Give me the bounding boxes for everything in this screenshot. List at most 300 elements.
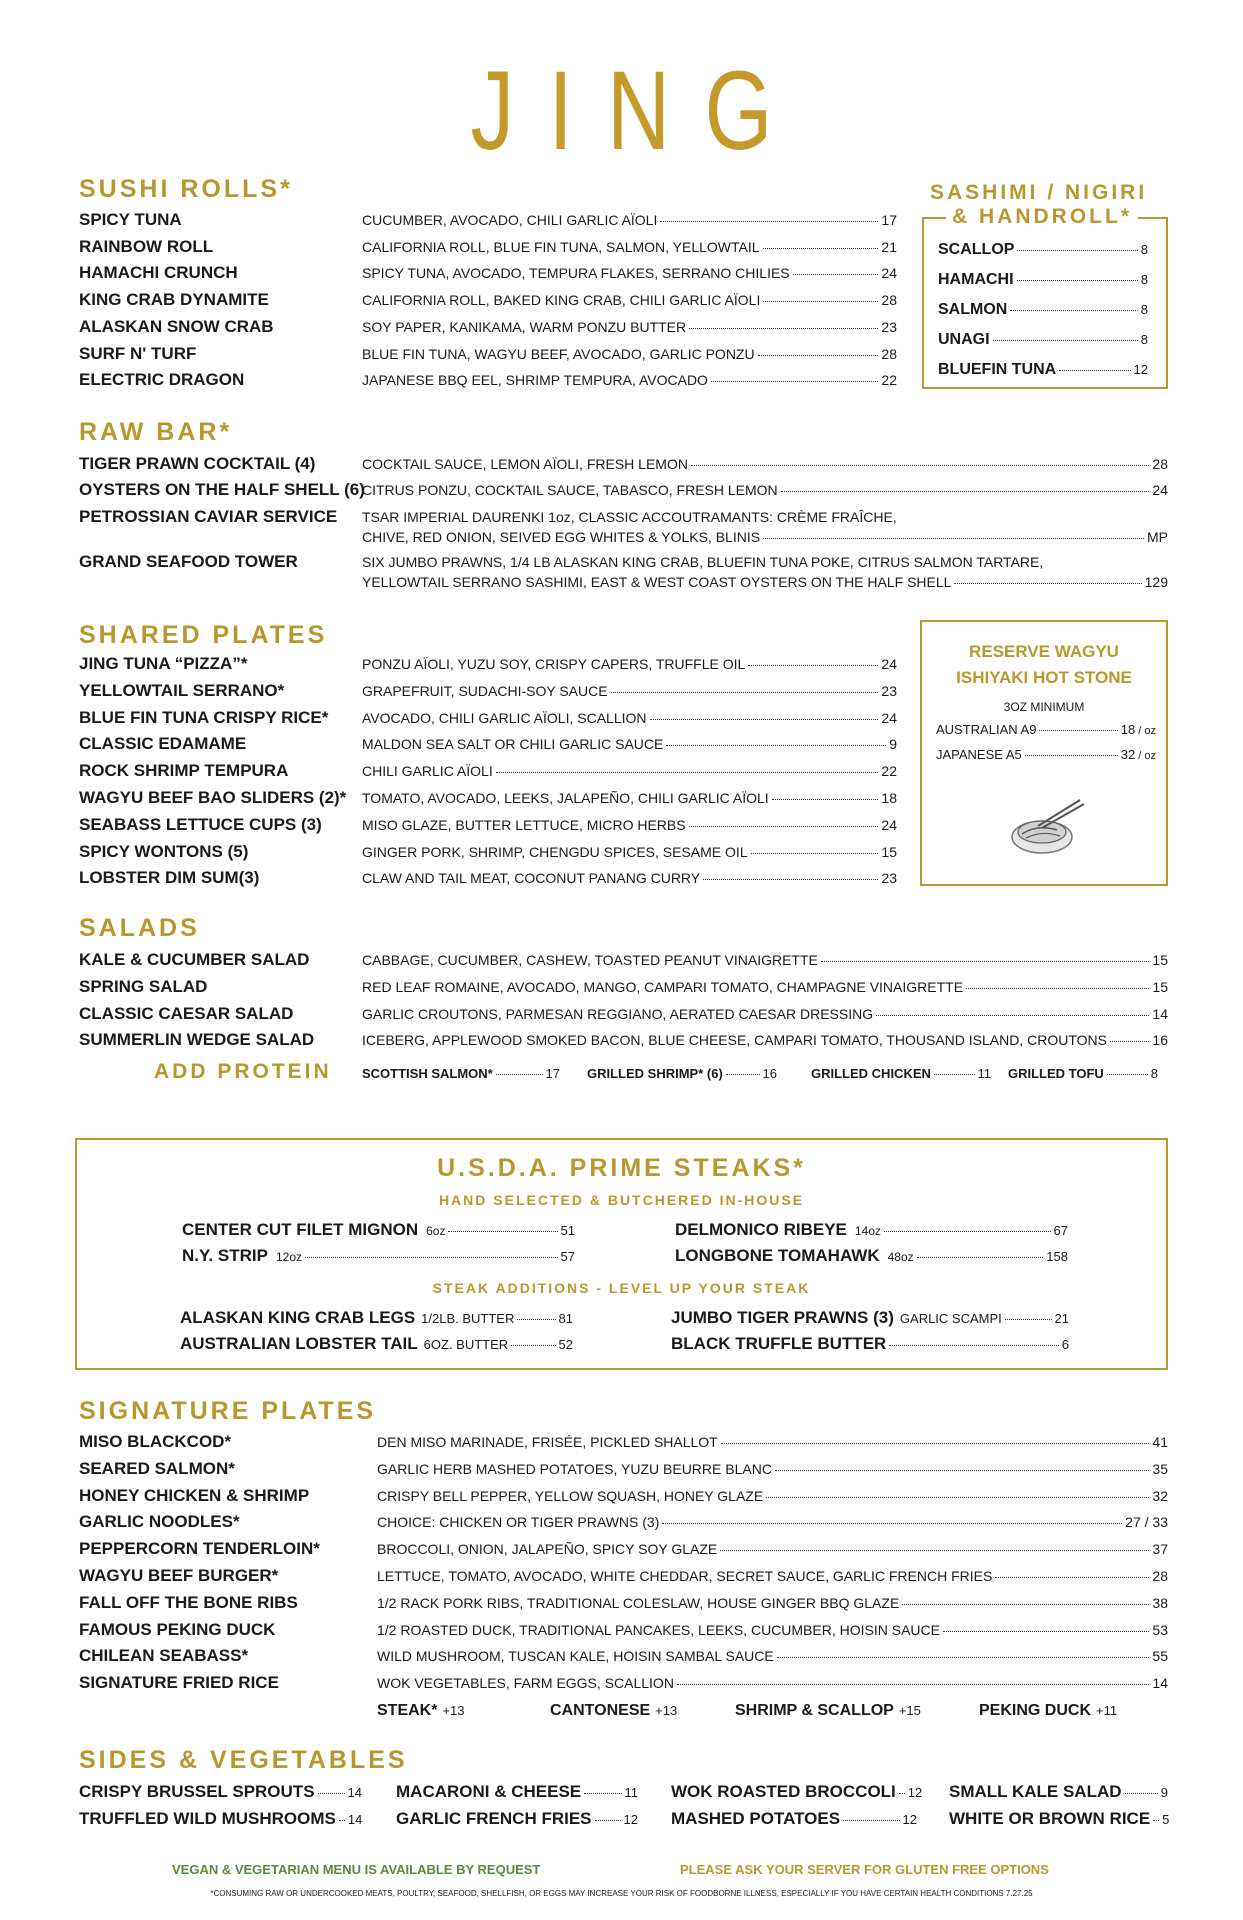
leader-dots <box>843 1820 899 1821</box>
leader-dots <box>703 879 878 880</box>
side-item <box>396 1809 638 1829</box>
menu-item-description-row <box>377 1461 1168 1477</box>
raw-bar-item-price: 24 <box>1152 482 1168 498</box>
side-price: 5 <box>1162 1812 1170 1827</box>
menu-item-name: WAGYU BEEF BAO SLIDERS (2)* <box>79 788 347 807</box>
menu-item-price: 27 / 33 <box>1125 1514 1168 1531</box>
menu-item-description: SPICY TUNA, AVOCADO, TEMPURA FLAKES, SERRANO CHILIES <box>362 265 790 282</box>
leader-dots <box>720 1550 1149 1551</box>
menu-item-description: DEN MISO MARINADE, FRISÉE, PICKLED SHALLOT <box>377 1434 718 1450</box>
protein-name: GRILLED CHICKEN <box>811 1066 931 1081</box>
addition-price: 52 <box>558 1337 573 1352</box>
menu-item-price: 22 <box>881 763 897 780</box>
menu-item-description-row <box>377 1514 1168 1530</box>
menu-item-description: AVOCADO, CHILI GARLIC AÏOLI, SCALLION <box>362 709 647 726</box>
health-disclaimer: *CONSUMING RAW OR UNDERCOOKED MEATS, POULTRY, SEAFOOD, SHELLFISH, OR EGGS MAY INCREASE YOUR RISK OF FOODBORNE ILLNESS, ESPECIALLY IF YOU HAVE CERTAIN HEALTH CONDITIONS 7.27.25 <box>210 1889 1033 1898</box>
section-title-salads: SALADS <box>79 914 200 942</box>
wagyu-item-price: 32 <box>1120 747 1136 762</box>
sashimi-list <box>938 241 1148 383</box>
sashimi-item <box>938 271 1148 293</box>
menu-item-description: CALIFORNIA ROLL, BLUE FIN TUNA, SALMON, YELLOWTAIL <box>362 238 760 255</box>
sashimi-item-name: BLUEFIN TUNA <box>938 361 1057 378</box>
menu-item-price: 28 <box>881 345 897 362</box>
sashimi-item-price: 8 <box>1140 242 1148 257</box>
raw-bar-item-price: 28 <box>1152 456 1168 472</box>
leader-dots <box>660 221 878 222</box>
menu-item-description: CALIFORNIA ROLL, BAKED KING CRAB, CHILI GARLIC AÏOLI <box>362 292 761 309</box>
side-item <box>671 1782 923 1802</box>
wagyu-title-line1: RESERVE WAGYU <box>969 642 1119 661</box>
menu-item-description-row <box>362 1032 1168 1048</box>
rice-option-price: +13 <box>655 1703 678 1718</box>
leader-dots <box>772 799 879 800</box>
wagyu-box <box>920 620 1168 886</box>
menu-item-name: FAMOUS PEKING DUCK <box>79 1619 276 1639</box>
raw-bar-item-description: COCKTAIL SAUCE, LEMON AÏOLI, FRESH LEMON <box>362 456 688 472</box>
sashimi-item <box>938 301 1148 323</box>
leader-dots <box>902 1604 1149 1605</box>
menu-item-description: MALDON SEA SALT OR CHILI GARLIC SAUCE <box>362 736 664 753</box>
menu-item-name: SPICY WONTONS (5) <box>79 841 249 861</box>
menu-item-description-row <box>362 683 897 699</box>
side-name: CRISPY BRUSSEL SPROUTS <box>79 1782 315 1801</box>
leader-dots <box>666 745 886 746</box>
menu-item-name: SURF N' TURF <box>79 343 197 363</box>
leader-dots <box>689 826 879 827</box>
fried-rice-option <box>735 1702 921 1720</box>
steak-addition <box>671 1308 1069 1328</box>
menu-item-description: JAPANESE BBQ EEL, SHRIMP TEMPURA, AVOCADO <box>362 372 708 389</box>
menu-item-description: CABBAGE, CUCUMBER, CASHEW, TOASTED PEANUT VINAIGRETTE <box>362 952 818 968</box>
raw-bar-item-description-line2: CHIVE, RED ONION, SEIVED EGG WHITES & YOLKS, BLINIS <box>362 529 761 545</box>
raw-bar-item-description-row <box>362 574 1168 590</box>
menu-item-description-row <box>362 736 897 752</box>
menu-item-description: PONZU AÏOLI, YUZU SOY, CRISPY CAPERS, TRUFFLE OIL <box>362 656 746 672</box>
leader-dots <box>777 1657 1150 1658</box>
menu-item-description: RED LEAF ROMAINE, AVOCADO, MANGO, CAMPARI TOMATO, CHAMPAGNE VINAIGRETTE <box>362 978 964 995</box>
raw-bar-item-description-row <box>362 482 1168 498</box>
raw-bar-item-description: TSAR IMPERIAL DAURENKI 1oz, CLASSIC ACCOUTRAMANTS: CRÈME FRAÎCHE, <box>362 509 897 525</box>
menu-item-price: 55 <box>1152 1648 1168 1665</box>
leader-dots <box>1110 1041 1149 1042</box>
leader-dots <box>496 1074 543 1075</box>
leader-dots <box>1059 370 1130 371</box>
side-price: 14 <box>347 1812 363 1827</box>
menu-item-description-row <box>362 239 897 255</box>
addition-note: 1/2LB. BUTTER <box>421 1311 515 1326</box>
sashimi-item <box>938 241 1148 263</box>
leader-dots <box>995 1577 1149 1578</box>
section-title-raw-bar: RAW BAR* <box>79 418 233 446</box>
menu-item-description: MISO GLAZE, BUTTER LETTUCE, MICRO HERBS <box>362 816 686 833</box>
leader-dots <box>1039 730 1117 731</box>
leader-dots <box>1005 1319 1052 1320</box>
menu-item-description-row <box>362 212 897 228</box>
menu-item-name: SEABASS LETTUCE CUPS (3) <box>79 814 322 834</box>
wagyu-minimum: 3OZ MINIMUM <box>1003 700 1085 714</box>
section-title-shared-plates: SHARED PLATES <box>79 621 328 649</box>
menu-item-price: 37 <box>1152 1541 1168 1558</box>
menu-item-name: WAGYU BEEF BURGER* <box>79 1566 279 1585</box>
menu-item-price: 14 <box>1152 1005 1168 1022</box>
raw-bar-item-price: 129 <box>1144 574 1168 590</box>
leader-dots <box>721 1443 1150 1444</box>
menu-item-price: 23 <box>881 318 897 335</box>
menu-item-description: WILD MUSHROOM, TUSCAN KALE, HOISIN SAMBAL SAUCE <box>377 1648 774 1665</box>
sashimi-item-name: UNAGI <box>938 331 990 348</box>
side-name: MACARONI & CHEESE <box>396 1782 582 1801</box>
addition-note: 6OZ. BUTTER <box>423 1337 509 1352</box>
leader-dots <box>448 1231 557 1232</box>
menu-item-price: 28 <box>881 292 897 309</box>
protein-option <box>1008 1066 1158 1081</box>
leader-dots <box>691 465 1149 466</box>
sashimi-item-price: 12 <box>1133 362 1148 377</box>
sashimi-item <box>938 361 1148 383</box>
menu-item-description-row <box>362 844 897 860</box>
leader-dots <box>1107 1074 1148 1075</box>
menu-item-description-row <box>362 952 1168 968</box>
side-name: WHITE OR BROWN RICE <box>949 1809 1151 1828</box>
protein-name: GRILLED TOFU <box>1008 1066 1104 1081</box>
side-item <box>79 1809 362 1829</box>
menu-item-name: ROCK SHRIMP TEMPURA <box>79 761 289 781</box>
leader-dots <box>1017 250 1137 251</box>
protein-option <box>811 1066 991 1081</box>
menu-item-description: 1/2 ROASTED DUCK, TRADITIONAL PANCAKES, LEEKS, CUCUMBER, HOISIN SAUCE <box>377 1621 940 1638</box>
menu-item-price: 23 <box>881 682 897 699</box>
menu-item-price: 16 <box>1152 1032 1168 1049</box>
menu-item-price: 15 <box>1152 978 1168 995</box>
addition-price: 81 <box>558 1311 573 1326</box>
leader-dots <box>993 340 1138 341</box>
wagyu-item <box>936 722 1156 737</box>
leader-dots <box>1153 1820 1159 1821</box>
leader-dots <box>966 988 1149 989</box>
restaurant-logo: JING <box>470 48 807 173</box>
side-price: 12 <box>907 1785 923 1800</box>
side-price: 12 <box>902 1812 917 1827</box>
menu-item-description-row <box>362 710 897 726</box>
gluten-free-note: PLEASE ASK YOUR SERVER FOR GLUTEN FREE OPTIONS <box>680 1862 1049 1877</box>
menu-item-description-row <box>362 656 897 672</box>
steak-name: DELMONICO RIBEYE <box>675 1220 847 1239</box>
menu-item-description-row <box>362 870 897 886</box>
menu-item-description: WOK VEGETABLES, FARM EGGS, SCALLION <box>377 1675 674 1692</box>
menu-item-description-row <box>362 790 897 806</box>
addition-note: GARLIC SCAMPI <box>899 1311 1002 1326</box>
steak-addition <box>180 1308 573 1328</box>
sashimi-item-name: SCALLOP <box>938 241 1015 258</box>
add-protein-label: ADD PROTEIN <box>154 1060 332 1083</box>
menu-item-price: 18 <box>881 790 897 806</box>
menu-item-description-row <box>362 265 897 281</box>
sashimi-item-name: SALMON <box>938 301 1008 318</box>
steaks-box <box>75 1138 1168 1370</box>
steak-size: 14oz <box>854 1224 881 1238</box>
leader-dots <box>899 1793 905 1794</box>
menu-item-description-row <box>362 319 897 335</box>
leader-dots <box>793 274 879 275</box>
steaks-title: U.S.D.A. PRIME STEAKS* <box>437 1154 806 1182</box>
leader-dots <box>517 1319 555 1320</box>
side-name: SMALL KALE SALAD <box>949 1782 1122 1801</box>
menu-item-description: LETTUCE, TOMATO, AVOCADO, WHITE CHEDDAR, SECRET SAUCE, GARLIC FRENCH FRIES <box>377 1568 993 1584</box>
menu-item-description: 1/2 RACK PORK RIBS, TRADITIONAL COLESLAW, HOUSE GINGER BBQ GLAZE <box>377 1594 900 1611</box>
side-price: 11 <box>624 1785 638 1800</box>
menu-item-description: CRISPY BELL PEPPER, YELLOW SQUASH, HONEY GLAZE <box>377 1487 764 1504</box>
menu-item-description: BLUE FIN TUNA, WAGYU BEEF, AVOCADO, GARLIC PONZU <box>362 345 755 362</box>
menu-item-price: 24 <box>881 656 897 672</box>
addition-name: BLACK TRUFFLE BUTTER <box>671 1334 887 1353</box>
menu-item-description: CLAW AND TAIL MEAT, COCONUT PANANG CURRY <box>362 870 701 887</box>
raw-bar-item-description-line2: YELLOWTAIL SERRANO SASHIMI, EAST & WEST COAST OYSTERS ON THE HALF SHELL <box>362 574 952 590</box>
raw-bar-item-description-row <box>362 456 1168 472</box>
steak-price: 67 <box>1053 1223 1068 1238</box>
raw-bar-item-description-row <box>362 529 1168 545</box>
menu-item-price: 23 <box>881 870 897 887</box>
leader-dots <box>917 1257 1044 1258</box>
leader-dots <box>511 1345 555 1346</box>
leader-dots <box>1125 1793 1158 1794</box>
menu-item-price: 15 <box>1152 952 1168 968</box>
menu-item-description-row <box>377 1675 1168 1691</box>
leader-dots <box>766 1497 1149 1498</box>
leader-dots <box>595 1820 621 1821</box>
side-name: WOK ROASTED BROCCOLI <box>671 1782 896 1801</box>
menu-item-description-row <box>377 1568 1168 1584</box>
leader-dots <box>305 1257 558 1258</box>
side-price: 9 <box>1160 1785 1168 1800</box>
side-name: TRUFFLED WILD MUSHROOMS <box>79 1809 336 1828</box>
leader-dots <box>934 1074 975 1075</box>
menu-item-description: GARLIC HERB MASHED POTATOES, YUZU BEURRE BLANC <box>377 1460 772 1477</box>
steak-name: CENTER CUT FILET MIGNON <box>182 1220 419 1239</box>
menu-item-name: SPRING SALAD <box>79 976 208 996</box>
menu-item-price: 24 <box>881 265 897 282</box>
menu-item-description: ICEBERG, APPLEWOOD SMOKED BACON, BLUE CHEESE, CAMPARI TOMATO, THOUSAND ISLAND, CROUTONS <box>362 1032 1108 1049</box>
leader-dots <box>1025 755 1118 756</box>
menu-item-description-row <box>362 1006 1168 1022</box>
menu-item-name: KALE & CUCUMBER SALAD <box>79 950 310 969</box>
leader-dots <box>677 1684 1149 1685</box>
addition-price: 21 <box>1054 1311 1069 1326</box>
menu-item-description: CUCUMBER, AVOCADO, CHILI GARLIC AÏOLI <box>362 212 658 228</box>
menu-item-description-row <box>362 346 897 362</box>
fried-rice-option <box>979 1702 1117 1720</box>
protein-price: 16 <box>762 1066 777 1081</box>
menu-item-description: GRAPEFRUIT, SUDACHI-SOY SAUCE <box>362 682 608 699</box>
menu-item-name: CLASSIC CAESAR SALAD <box>79 1003 294 1023</box>
menu-item-name: ALASKAN SNOW CRAB <box>79 316 274 336</box>
menu-item-name: SEARED SALMON* <box>79 1458 235 1478</box>
menu-item-name: CHILEAN SEABASS* <box>79 1646 249 1666</box>
leader-dots <box>954 583 1141 584</box>
section-title-signature-plates: SIGNATURE PLATES <box>79 1397 377 1425</box>
menu-item-name: KING CRAB DYNAMITE <box>79 290 269 310</box>
rice-option-price: +11 <box>1096 1703 1118 1718</box>
steak-price: 158 <box>1046 1249 1068 1264</box>
menu-item-description-row <box>362 979 1168 995</box>
leader-dots <box>751 853 879 854</box>
side-item <box>396 1782 638 1802</box>
rice-option-price: +13 <box>442 1703 465 1718</box>
leader-dots <box>876 1015 1149 1016</box>
menu-item-price: 32 <box>1152 1487 1168 1504</box>
steak-size: 48oz <box>887 1250 914 1264</box>
menu-item-description-row <box>362 763 897 779</box>
section-title-sushi-rolls: SUSHI ROLLS* <box>79 175 293 203</box>
sashimi-item-name: HAMACHI <box>938 271 1014 288</box>
menu-item-name: MISO BLACKCOD* <box>79 1432 232 1451</box>
menu-item-price: 9 <box>889 736 897 753</box>
addition-name: JUMBO TIGER PRAWNS (3) <box>671 1308 894 1327</box>
steak-additions-title: STEAK ADDITIONS - LEVEL UP YOUR STEAK <box>432 1280 811 1296</box>
steak-item <box>182 1246 575 1266</box>
steak-item <box>675 1246 1068 1266</box>
leader-dots <box>884 1231 1051 1232</box>
side-price: 12 <box>623 1812 638 1827</box>
side-price: 14 <box>347 1785 362 1800</box>
protein-option <box>587 1066 777 1081</box>
wagyu-item-name: JAPANESE A5 <box>936 747 1022 762</box>
protein-price: 17 <box>545 1066 560 1081</box>
steak-name: N.Y. STRIP <box>182 1246 268 1265</box>
menu-item-price: 21 <box>881 238 897 255</box>
side-item <box>949 1809 1168 1829</box>
menu-item-description: CHOICE: CHICKEN OR TIGER PRAWNS (3) <box>377 1514 660 1531</box>
raw-bar-item-description: CITRUS PONZU, COCKTAIL SAUCE, TABASCO, FRESH LEMON <box>362 482 778 498</box>
leader-dots <box>711 381 878 382</box>
menu-item-name: SIGNATURE FRIED RICE <box>79 1673 279 1693</box>
raw-bar-item-price: MP <box>1147 529 1168 545</box>
fried-rice-option <box>550 1702 677 1720</box>
side-name: GARLIC FRENCH FRIES <box>396 1809 592 1828</box>
leader-dots <box>662 1523 1122 1524</box>
leader-dots <box>496 772 879 773</box>
rice-option-name: STEAK* <box>377 1702 438 1719</box>
steak-price: 51 <box>560 1223 575 1238</box>
sashimi-item-price: 8 <box>1140 302 1148 317</box>
sashimi-title-line2: & HANDROLL* <box>946 205 1138 229</box>
steak-addition <box>671 1334 1069 1354</box>
rice-option-name: SHRIMP & SCALLOP <box>735 1702 894 1719</box>
rice-option-price: +15 <box>898 1703 921 1718</box>
menu-item-price: 17 <box>881 212 897 228</box>
steak-addition <box>180 1334 573 1354</box>
section-title-sides: SIDES & VEGETABLES <box>79 1746 408 1774</box>
wagyu-item-unit: / oz <box>1138 750 1156 762</box>
steak-size: 6oz <box>426 1224 446 1238</box>
menu-item-price: 41 <box>1152 1434 1168 1450</box>
menu-item-name: HAMACHI CRUNCH <box>79 263 238 283</box>
menu-item-price: 24 <box>881 816 897 833</box>
addition-name: AUSTRALIAN LOBSTER TAIL <box>180 1334 418 1353</box>
menu-item-price: 38 <box>1152 1594 1168 1611</box>
menu-item-description-row <box>362 372 897 388</box>
leader-dots <box>758 355 879 356</box>
menu-item-description-row <box>377 1648 1168 1664</box>
menu-item-name: YELLOWTAIL SERRANO* <box>79 680 285 700</box>
leader-dots <box>1017 280 1138 281</box>
protein-price: 11 <box>977 1066 991 1081</box>
protein-name: SCOTTISH SALMON* <box>362 1066 493 1081</box>
raw-bar-item-name: OYSTERS ON THE HALF SHELL (6) <box>79 480 365 499</box>
steak-price: 57 <box>560 1249 575 1264</box>
menu-item-description-row <box>362 817 897 833</box>
vegan-note: VEGAN & VEGETARIAN MENU IS AVAILABLE BY REQUEST <box>172 1862 541 1877</box>
raw-bar-item-name: TIGER PRAWN COCKTAIL (4) <box>79 454 316 473</box>
wagyu-item-name: AUSTRALIAN A9 <box>936 722 1037 737</box>
steak-size: 12oz <box>275 1250 302 1264</box>
menu-item-price: 15 <box>881 843 897 860</box>
steak-item <box>675 1220 1068 1240</box>
menu-item-name: RAINBOW ROLL <box>79 236 214 256</box>
menu-item-name: ELECTRIC DRAGON <box>79 370 245 390</box>
rice-option-name: CANTONESE <box>550 1702 651 1719</box>
menu-item-name: SPICY TUNA <box>79 210 182 229</box>
sashimi-item-price: 8 <box>1140 272 1148 287</box>
menu-item-price: 14 <box>1152 1675 1168 1692</box>
menu-item-description: GARLIC CROUTONS, PARMESAN REGGIANO, AERATED CAESAR DRESSING <box>362 1005 874 1022</box>
menu-item-name: SUMMERLIN WEDGE SALAD <box>79 1030 315 1050</box>
menu-item-description: BROCCOLI, ONION, JALAPEÑO, SPICY SOY GLAZE <box>377 1541 718 1558</box>
leader-dots <box>763 538 1144 539</box>
leader-dots <box>748 665 878 666</box>
menu-item-description-row <box>362 292 897 308</box>
menu-item-name: JING TUNA “PIZZA”* <box>79 654 248 673</box>
steaks-subtitle: HAND SELECTED & BUTCHERED IN-HOUSE <box>438 1192 805 1208</box>
menu-item-name: PEPPERCORN TENDERLOIN* <box>79 1539 320 1559</box>
leader-dots <box>763 301 878 302</box>
wagyu-item-price: 18 <box>1120 722 1136 737</box>
menu-item-price: 22 <box>881 372 897 389</box>
raw-bar-item-name: GRAND SEAFOOD TOWER <box>79 552 298 571</box>
side-item <box>79 1782 362 1802</box>
leader-dots <box>726 1074 760 1075</box>
side-name: MASHED POTATOES <box>671 1809 841 1828</box>
sashimi-box <box>922 205 1168 389</box>
menu-item-description-row <box>377 1488 1168 1504</box>
leader-dots <box>318 1793 345 1794</box>
menu-item-description: CHILI GARLIC AÏOLI <box>362 763 493 780</box>
menu-item-description-row <box>377 1434 1168 1450</box>
menu-item-description: SOY PAPER, KANIKAMA, WARM PONZU BUTTER <box>362 318 687 335</box>
menu-item-description-row <box>377 1541 1168 1557</box>
menu-item-name: CLASSIC EDAMAME <box>79 734 247 754</box>
menu-item-name: LOBSTER DIM SUM(3) <box>79 868 260 888</box>
wagyu-list <box>936 722 1156 772</box>
menu-item-description-row <box>377 1595 1168 1611</box>
leader-dots <box>584 1793 621 1794</box>
side-item <box>671 1809 917 1829</box>
raw-bar-item-description: SIX JUMBO PRAWNS, 1/4 LB ALASKAN KING CRAB, BLUEFIN TUNA POKE, CITRUS SALMON TARTARE, <box>362 554 1044 570</box>
protein-option <box>362 1066 560 1081</box>
hot-stone-icon <box>1002 792 1092 862</box>
menu-item-name: FALL OFF THE BONE RIBS <box>79 1592 298 1612</box>
steak-item <box>182 1220 575 1240</box>
menu-item-name: GARLIC NOODLES* <box>79 1512 240 1532</box>
rice-option-name: PEKING DUCK <box>979 1702 1092 1719</box>
addition-name: ALASKAN KING CRAB LEGS <box>180 1308 416 1327</box>
leader-dots <box>611 692 879 693</box>
leader-dots <box>775 1470 1149 1471</box>
side-item <box>949 1782 1168 1802</box>
leader-dots <box>943 1631 1149 1632</box>
protein-name: GRILLED SHRIMP* (6) <box>587 1066 723 1081</box>
leader-dots <box>689 328 878 329</box>
leader-dots <box>821 961 1150 962</box>
